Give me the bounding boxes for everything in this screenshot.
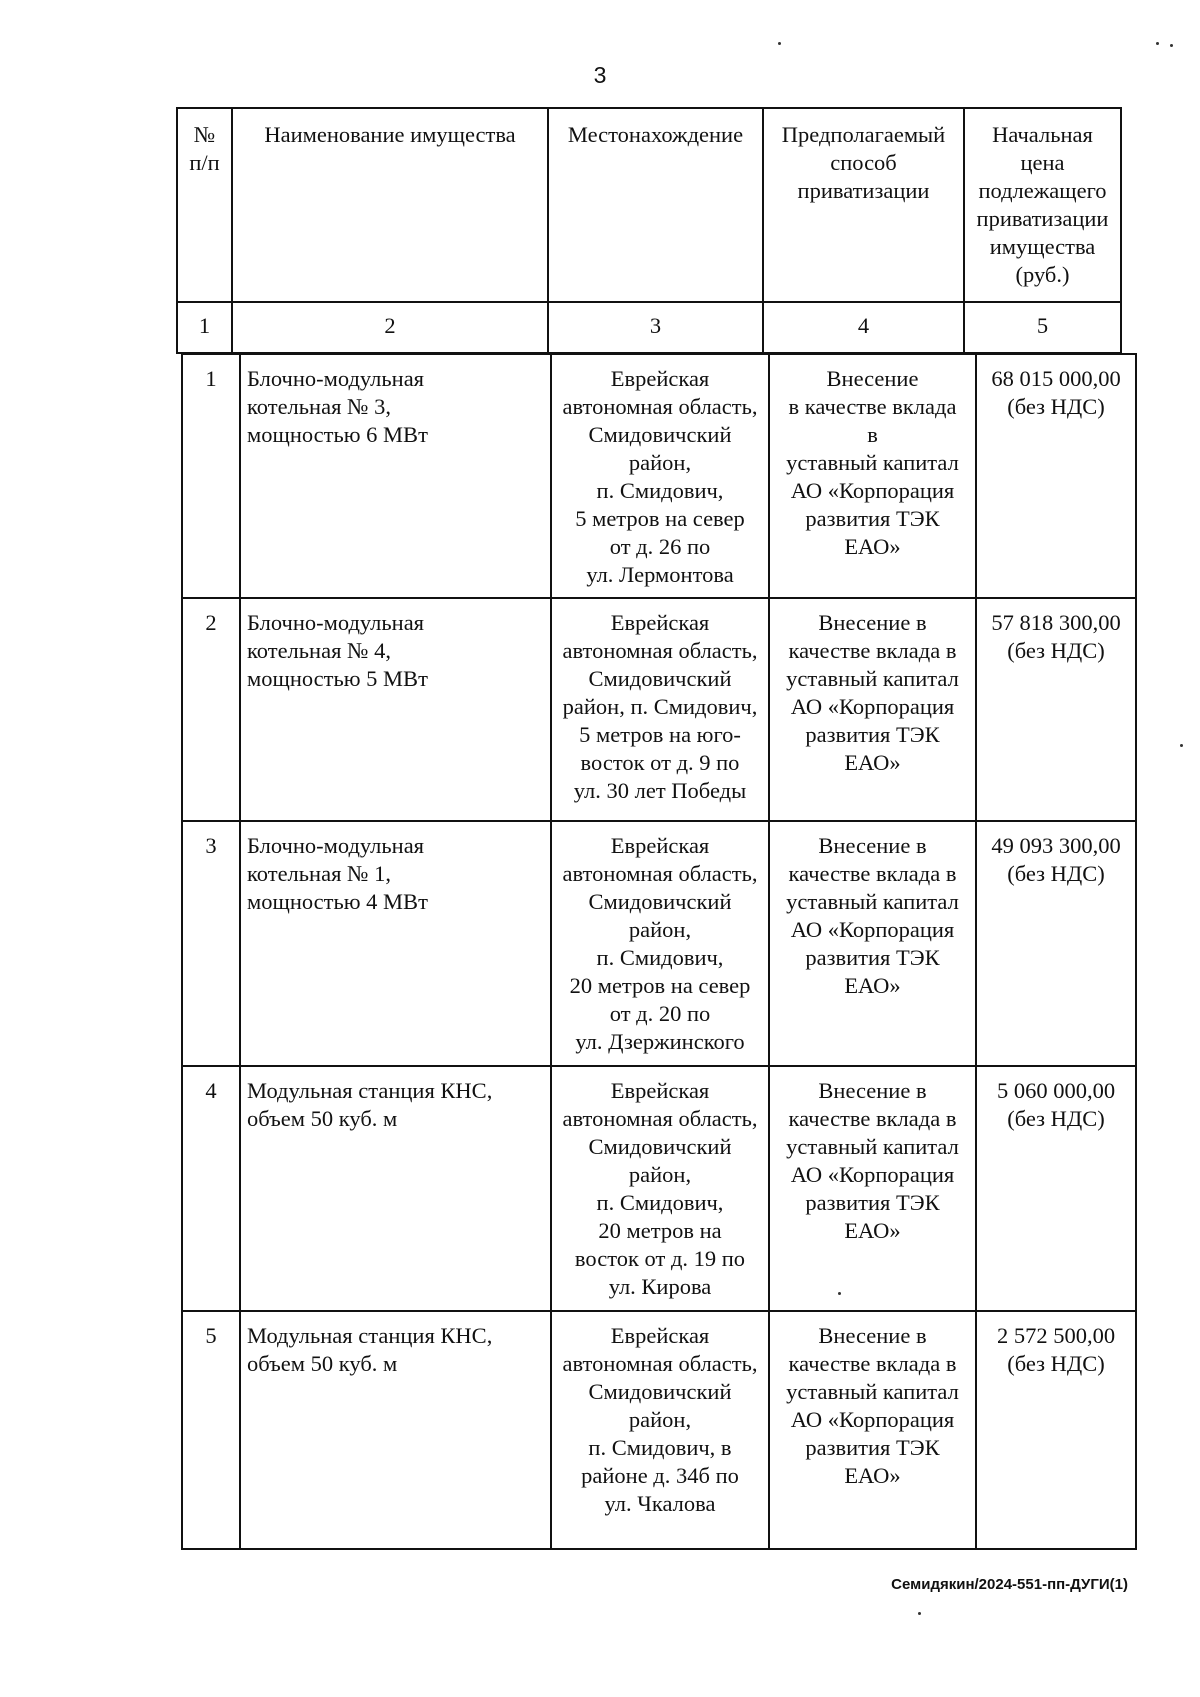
column-number: 4 xyxy=(763,302,964,353)
scan-mark xyxy=(778,42,781,45)
initial-price: 68 015 000,00 (без НДС) xyxy=(976,354,1136,598)
initial-price: 2 572 500,00 (без НДС) xyxy=(976,1311,1136,1549)
property-location: Еврейская автономная область, Смидовичский район, п. Смидович, 5 метров на север от д. 26 по ул. Лермонтова xyxy=(551,354,769,598)
page-number: 3 xyxy=(593,62,607,88)
property-name: Блочно-модульная котельная № 3, мощностью 6 МВт xyxy=(240,354,551,598)
column-number: 3 xyxy=(548,302,763,353)
property-table xyxy=(181,353,1137,1550)
header-property-name: Наименование имущества xyxy=(232,108,548,302)
scan-mark xyxy=(1170,44,1173,47)
row-number: 2 xyxy=(182,598,240,821)
table-row xyxy=(182,1066,1136,1311)
row-number: 5 xyxy=(182,1311,240,1549)
header-privatization-method: Предполагаемый способ приватизации xyxy=(763,108,964,302)
property-name: Модульная станция КНС, объем 50 куб. м xyxy=(240,1066,551,1311)
privatization-method: Внесение в качестве вклада в уставный капитал АО «Корпорация развития ТЭК ЕАО» xyxy=(769,1066,976,1311)
privatization-method: Внесение в качестве вклада в уставный капитал АО «Корпорация развития ТЭК ЕАО» xyxy=(769,821,976,1066)
table-row xyxy=(182,1311,1136,1549)
initial-price: 57 818 300,00 (без НДС) xyxy=(976,598,1136,821)
initial-price: 49 093 300,00 (без НДС) xyxy=(976,821,1136,1066)
property-name: Блочно-модульная котельная № 4, мощностью 5 МВт xyxy=(240,598,551,821)
table-row xyxy=(182,821,1136,1066)
row-number: 4 xyxy=(182,1066,240,1311)
header-row xyxy=(177,108,1121,302)
property-location: Еврейская автономная область, Смидовичский район, п. Смидович, 20 метров на север от д. 20 по ул. Дзержинского xyxy=(551,821,769,1066)
scan-mark xyxy=(1156,42,1159,45)
privatization-method: Внесение в качестве вклада в уставный капитал АО «Корпорация развития ТЭК ЕАО» xyxy=(769,1311,976,1549)
property-name: Блочно-модульная котельная № 1, мощностью 4 МВт xyxy=(240,821,551,1066)
header-initial-price: Начальная цена подлежащего приватизации имущества (руб.) xyxy=(964,108,1121,302)
scan-mark xyxy=(918,1612,921,1615)
property-name: Модульная станция КНС, объем 50 куб. м xyxy=(240,1311,551,1549)
property-location: Еврейская автономная область, Смидовичский район, п. Смидович, 20 метров на восток от д. 19 по ул. Кирова xyxy=(551,1066,769,1311)
table-row xyxy=(182,598,1136,821)
property-location: Еврейская автономная область, Смидовичский район, п. Смидович, 5 метров на юго- восток от д. 9 по ул. 30 лет Победы xyxy=(551,598,769,821)
header-number: № п/п xyxy=(177,108,232,302)
privatization-method: Внесение в качестве вклада в уставный капитал АО «Корпорация развития ТЭК ЕАО» xyxy=(769,598,976,821)
header-location: Местонахождение xyxy=(548,108,763,302)
initial-price: 5 060 000,00 (без НДС) xyxy=(976,1066,1136,1311)
header-table xyxy=(176,107,1122,354)
document-registration-code: Семидякин/2024-551-пп-ДУГИ(1) xyxy=(891,1576,1128,1593)
column-number: 5 xyxy=(964,302,1121,353)
column-number-row xyxy=(177,302,1121,353)
column-number: 2 xyxy=(232,302,548,353)
column-number: 1 xyxy=(177,302,232,353)
privatization-method: Внесение в качестве вклада в уставный капитал АО «Корпорация развития ТЭК ЕАО» xyxy=(769,354,976,598)
table-row xyxy=(182,354,1136,598)
row-number: 1 xyxy=(182,354,240,598)
row-number: 3 xyxy=(182,821,240,1066)
scan-mark xyxy=(838,1292,841,1295)
scan-mark xyxy=(1180,744,1183,747)
property-location: Еврейская автономная область, Смидовичский район, п. Смидович, в районе д. 34б по ул. Чкалова xyxy=(551,1311,769,1549)
